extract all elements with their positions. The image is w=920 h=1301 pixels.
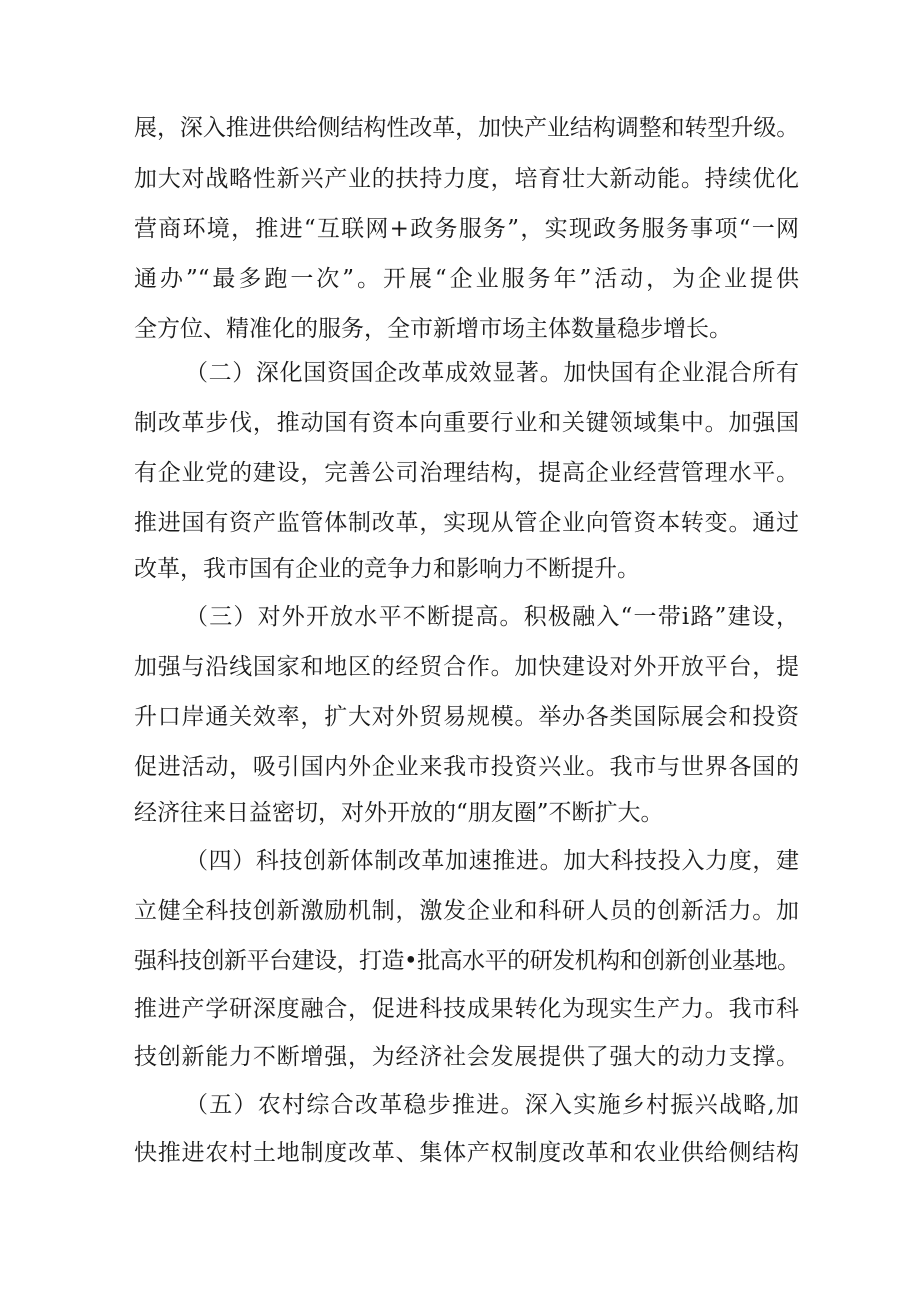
text-line: 营商环境，推进“互联网+政务服务”，实现政务服务事项“一网 [134, 216, 799, 242]
text-line: 立健全科技创新激励机制，激发企业和科研人员的创新活力。加 [134, 898, 799, 924]
text-line: 制改革步伐，推动国有资本向重要行业和关键领域集中。加强国 [134, 410, 799, 436]
text-line: 改革，我市国有企业的竞争力和影响力不断提升。 [134, 556, 640, 582]
paragraph-heading-line: （三）对外开放水平不断提高。积极融入“一带i路”建设， [185, 604, 799, 630]
text-line: 通办”“最多跑一次”。开展“企业服务年”活动，为企业提供 [134, 266, 799, 292]
paragraph-heading-line: （二）深化国资国企改革成效显著。加快国有企业混合所有 [185, 360, 799, 386]
text-line: 快推进农村土地制度改革、集体产权制度改革和农业供给侧结构 [134, 1140, 799, 1166]
text-line: 技创新能力不断增强，为经济社会发展提供了强大的动力支撑。 [134, 1044, 799, 1070]
text-line: 推进国有资产监管体制改革，实现从管企业向管资本转变。通过 [134, 510, 799, 536]
text-line: 加大对战略性新兴产业的扶持力度，培育壮大新动能。持续优化 [134, 166, 799, 192]
text-line: 推进产学研深度融合，促进科技成果转化为现实生产力。我市科 [134, 996, 799, 1022]
text-line: 强科技创新平台建设，打造•批高水平的研发机构和创新创业基地。 [134, 948, 800, 974]
text-line: 展，深入推进供给侧结构性改革，加快产业结构调整和转型升级。 [134, 115, 799, 141]
paragraph-heading-line: （五）农村综合改革稳步推进。深入实施乡村振兴战略,加 [185, 1092, 799, 1118]
text-line: 加强与沿线国家和地区的经贸合作。加快建设对外开放平台，提 [134, 654, 799, 680]
text-line: 升口岸通关效率，扩大对外贸易规模。举办各类国际展会和投资 [134, 704, 799, 730]
text-line: 全方位、精准化的服务，全市新增市场主体数量稳步增长。 [134, 316, 732, 342]
paragraph-heading-line: （四）科技创新体制改革加速推进。加大科技投入力度，建 [185, 848, 799, 874]
text-line: 有企业党的建设，完善公司治理结构，提高企业经营管理水平。 [134, 460, 799, 486]
text-line: 经济往来日益密切，对外开放的“朋友圈”不断扩大。 [134, 800, 664, 826]
text-line: 促进活动，吸引国内外企业来我市投资兴业。我市与世界各国的 [134, 754, 799, 780]
